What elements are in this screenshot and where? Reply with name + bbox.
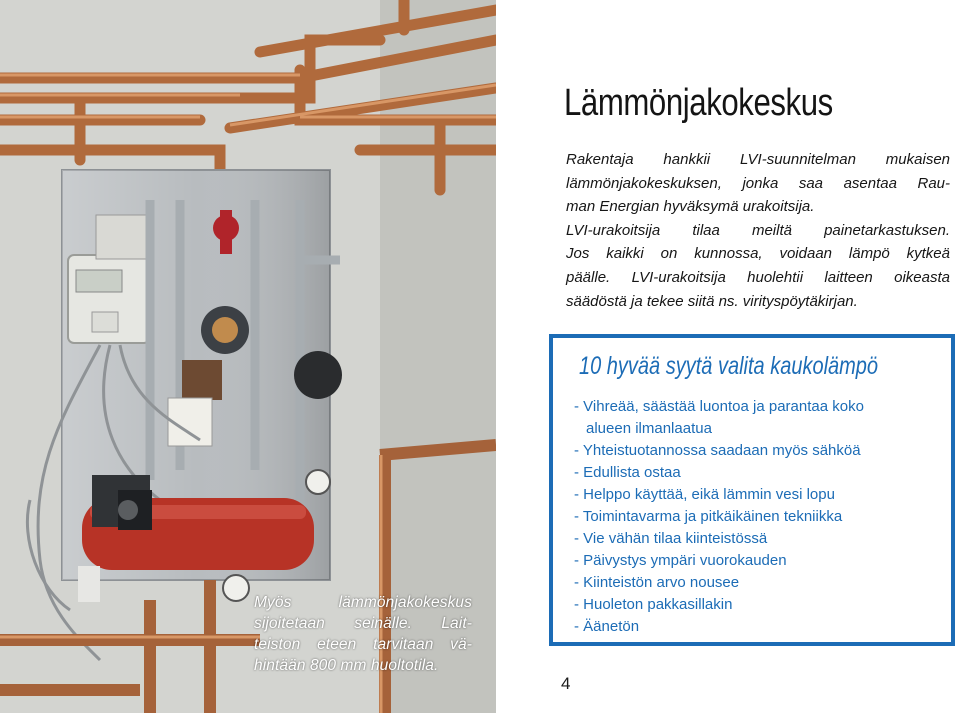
list-item-text: - Vie vähän tilaa kiinteistössä <box>574 530 768 547</box>
list-item-text: - Edullista ostaa <box>574 464 681 481</box>
list-item-text: - Kiinteistön arvo nousee <box>574 574 740 591</box>
caption-line: sijoitetaan seinälle. Lait- <box>254 615 472 632</box>
list-item <box>574 616 864 638</box>
intro-line: LVI-urakoitsija tilaa meiltä painetarkastuksen. <box>566 221 950 239</box>
list-item <box>574 396 864 440</box>
intro-line: man Energian hyväksymä urakoitsija. <box>566 198 815 216</box>
list-item <box>574 528 864 550</box>
list-item-text: - Yhteistuotannossa saadaan myös sähköä <box>574 442 861 459</box>
caption-line: Myös lämmönjakokeskus <box>254 594 472 611</box>
caption-line: teiston eteen tarvitaan vä- <box>254 636 472 653</box>
list-item-text: - Helppo käyttää, eikä lämmin vesi lopu <box>574 486 835 503</box>
reasons-title: 10 hyvää syytä valita kaukolämpö <box>579 352 879 380</box>
list-item <box>574 572 864 594</box>
list-item-text: - Toimintavarma ja pitkäikäinen tekniikka <box>574 508 843 525</box>
list-item <box>574 506 864 528</box>
list-item <box>574 484 864 506</box>
list-item-text: - Päivystys ympäri vuorokauden <box>574 552 787 569</box>
list-item-text: - Vihreää, säästää luontoa ja parantaa koko <box>574 398 864 415</box>
page-title: Lämmönjakokeskus <box>564 82 833 124</box>
intro-line: Jos kaikki on kunnossa, voidaan lämpö kytkeä <box>566 245 950 263</box>
list-item <box>574 594 864 616</box>
list-item-text: - Huoleton pakkasillakin <box>574 596 733 613</box>
intro-line: lämmönjakokeskuksen, jonka saa asentaa Rau- <box>566 174 950 192</box>
list-item <box>574 462 864 484</box>
intro-line: Rakentaja hankkii LVI-suunnitelman mukaisen <box>566 151 950 168</box>
reasons-box <box>549 334 955 646</box>
intro-line: päälle. LVI-urakoitsija huolehtii laitteen oikeasta <box>566 268 950 286</box>
caption-line: hintään 800 mm huoltotila. <box>254 657 439 674</box>
reasons-list <box>574 396 864 638</box>
photo-caption <box>254 592 472 676</box>
list-item-text: - Äänetön <box>574 618 640 635</box>
page-number: 4 <box>561 674 571 693</box>
list-item <box>574 440 864 462</box>
list-item-text-continued: alueen ilmanlaatua <box>586 420 712 437</box>
intro-line: säädöstä ja tekee siitä ns. virityspöytäkirjan. <box>566 292 858 310</box>
intro-paragraph <box>566 148 950 313</box>
list-item <box>574 550 864 572</box>
